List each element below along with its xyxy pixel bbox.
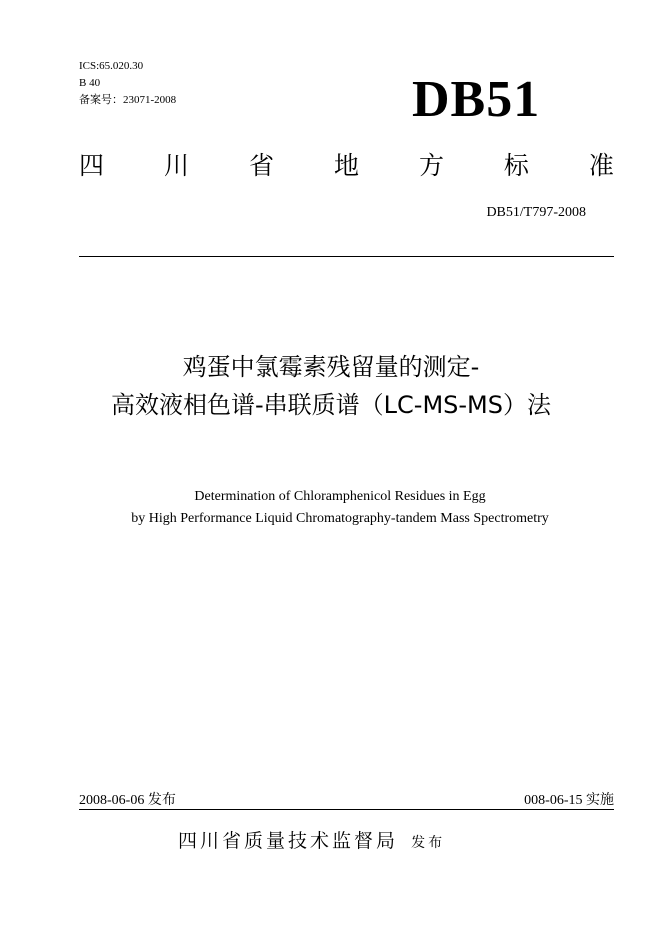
issue-date: 2008-06-06 发布 — [79, 793, 176, 808]
bottom-divider — [79, 809, 614, 810]
standard-code-logo: DB51 — [412, 71, 541, 128]
english-title — [0, 486, 662, 530]
issuing-authority — [178, 826, 445, 853]
heading-char: 准 — [588, 151, 614, 180]
heading-char: 地 — [333, 151, 359, 180]
issuer-name: 四川省质量技术监督局 — [178, 830, 399, 852]
english-title-line-2: by High Performance Liquid Chromatography-tandem Mass Spectrometry — [131, 511, 549, 526]
effective-date: 008-06-15 实施 — [524, 793, 614, 808]
standard-metadata — [79, 58, 176, 109]
standard-type-heading — [79, 148, 614, 184]
heading-char: 四 — [79, 151, 105, 180]
date-row — [79, 789, 614, 809]
chinese-title — [0, 348, 662, 424]
ccs-code: B 40 — [79, 77, 101, 89]
filing-number: 备案号：23071-2008 — [79, 94, 177, 106]
ics-code: ICS:65.020.30 — [79, 60, 144, 72]
heading-char: 方 — [418, 151, 444, 180]
chinese-title-line-2: 高效液相色谱-串联质谱（LC-MS-MS）法 — [111, 391, 551, 419]
standard-number: DB51/T797-2008 — [486, 205, 586, 220]
chinese-title-line-1: 鸡蛋中氯霉素残留量的测定- — [182, 353, 480, 381]
english-title-line-1: Determination of Chloramphenicol Residues in Egg — [194, 489, 486, 504]
top-divider — [79, 256, 614, 257]
heading-char: 标 — [503, 151, 529, 180]
issuer-suffix: 发布 — [411, 835, 446, 851]
heading-char: 川 — [163, 151, 189, 180]
heading-char: 省 — [248, 151, 274, 180]
